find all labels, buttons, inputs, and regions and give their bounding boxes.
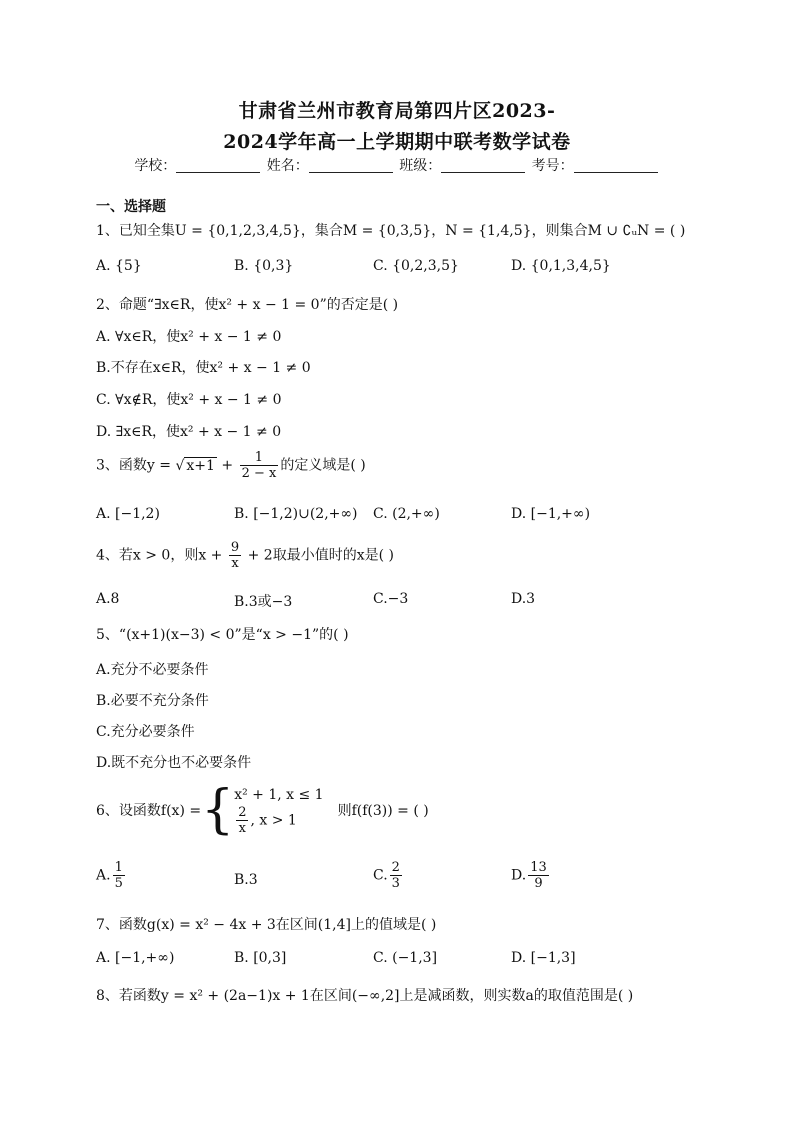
exam-title-line2: 2024学年高一上学期期中联考数学试卷: [223, 131, 571, 153]
fraction-numerator: 1: [240, 450, 279, 466]
question-3-option-b[interactable]: B. [−1,2)∪(2,+∞): [234, 506, 358, 522]
fraction-numerator: 13: [530, 860, 547, 875]
option-label: D.: [511, 867, 527, 884]
question-6-stem: [96, 780, 429, 840]
option-label: C.: [373, 867, 388, 884]
fraction-denominator: 9: [534, 876, 543, 891]
question-1-stem: 1、已知全集U = {0,1,2,3,4,5}，集合M = {0,3,5}，N = {1,4,5}，则集合M ∪ ∁ᵤN = ( ): [96, 223, 686, 239]
question-2-option-c[interactable]: C. ∀x∉R，使x² + x − 1 ≠ 0: [96, 392, 282, 408]
fraction-numerator: 2: [391, 860, 400, 875]
class-label: 班级：: [399, 158, 442, 174]
option-label: A.: [96, 867, 111, 884]
question-7-option-b[interactable]: B. [0,3]: [234, 950, 287, 966]
fraction-denominator: 5: [114, 876, 123, 891]
question-1-option-c[interactable]: C. {0,2,3,5}: [373, 258, 459, 274]
question-5-option-b[interactable]: B.必要不充分条件: [96, 693, 209, 709]
question-3-stem-post: 的定义域是( ): [280, 457, 366, 474]
option-fraction: [528, 860, 549, 891]
option-fraction: [113, 860, 125, 891]
fraction-numerator: 9: [230, 540, 240, 555]
section-heading: 一、选择题: [96, 199, 166, 215]
fraction-denominator: 3: [391, 876, 400, 891]
fraction-denominator: x: [231, 556, 239, 571]
question-4-option-d[interactable]: D.3: [511, 591, 536, 607]
question-5-option-a[interactable]: A.充分不必要条件: [96, 662, 209, 678]
case-2-fraction: [236, 805, 248, 836]
question-4-option-c[interactable]: C.−3: [373, 591, 409, 607]
question-6-stem-post: 则f(f(3)) = ( ): [337, 803, 429, 819]
number-label: 考号：: [531, 158, 574, 174]
school-label: 学校：: [134, 158, 177, 174]
question-1-option-a[interactable]: A. {5}: [96, 258, 142, 274]
option-fraction: [390, 860, 402, 891]
plus-sign: +: [216, 457, 238, 474]
question-7-option-d[interactable]: D. [−1,3]: [511, 950, 576, 966]
question-2-option-d[interactable]: D. ∃x∈R，使x² + x − 1 ≠ 0: [96, 424, 282, 440]
fraction-denominator: 2 − x: [241, 466, 277, 481]
piecewise-cases: [234, 785, 323, 836]
question-4-option-b[interactable]: B.3或−3: [234, 594, 293, 610]
question-4-stem-post: + 2取最小值时的x是( ): [243, 547, 394, 564]
question-2-option-b[interactable]: B.不存在x∈R，使x² + x − 1 ≠ 0: [96, 360, 311, 376]
question-3-stem-pre: 3、函数y =: [96, 457, 176, 474]
option-label: B.3: [234, 872, 258, 888]
fraction-denominator: x: [238, 820, 246, 836]
question-2-option-a[interactable]: A. ∀x∈R，使x² + x − 1 ≠ 0: [96, 329, 282, 345]
question-4-stem-pre: 4、若x > 0，则x +: [96, 547, 227, 564]
piecewise-case-2: [234, 805, 323, 836]
student-info-row: [0, 155, 794, 175]
question-4-stem: [96, 540, 394, 571]
sqrt-radicand: x+1: [186, 457, 215, 474]
fraction-numerator: 1: [114, 860, 123, 875]
class-blank[interactable]: [441, 158, 525, 173]
exam-title-line1: 甘肃省兰州市教育局第四片区2023-: [238, 100, 556, 122]
school-blank[interactable]: [176, 158, 260, 173]
question-6-option-c[interactable]: [373, 860, 404, 891]
question-5-option-c[interactable]: C.充分必要条件: [96, 724, 195, 740]
fraction-numerator: 2: [238, 804, 247, 820]
case-2-condition: , x > 1: [250, 812, 297, 828]
question-1-option-d[interactable]: D. {0,1,3,4,5}: [511, 258, 611, 274]
question-7-option-c[interactable]: C. (−1,3]: [373, 950, 438, 966]
question-7-option-a[interactable]: A. [−1,+∞): [96, 950, 175, 966]
question-5-stem: 5、“(x+1)(x−3) < 0”是“x > −1”的( ): [96, 627, 349, 643]
piecewise-case-1: x² + 1, x ≤ 1: [234, 786, 324, 803]
question-3-fraction: [240, 450, 279, 481]
piecewise-brace: {: [201, 780, 235, 840]
question-6-option-b[interactable]: [234, 872, 258, 888]
question-2-stem: 2、命题“∃x∈R，使x² + x − 1 = 0”的否定是( ): [96, 297, 399, 313]
question-4-fraction: [229, 540, 241, 571]
question-5-option-d[interactable]: D.既不充分也不必要条件: [96, 755, 252, 771]
question-3-option-d[interactable]: D. [−1,+∞): [511, 506, 591, 522]
question-1-option-b[interactable]: B. {0,3}: [234, 258, 294, 274]
question-8-stem: 8、若函数y = x² + (2a−1)x + 1在区间(−∞,2]上是减函数，则实数a的取值范围是( ): [96, 988, 634, 1004]
question-3-stem: [96, 450, 366, 481]
question-7-stem: 7、函数g(x) = x² − 4x + 3在区间(1,4]上的值域是( ): [96, 917, 437, 933]
name-label: 姓名：: [266, 158, 309, 174]
number-blank[interactable]: [574, 158, 658, 173]
question-6-stem-pre: 6、设函数f(x) =: [96, 803, 202, 819]
question-3-option-a[interactable]: A. [−1,2): [96, 506, 160, 522]
sqrt-expression: √ x+1: [175, 457, 215, 474]
question-4-option-a[interactable]: A.8: [96, 591, 120, 607]
question-6-option-d[interactable]: [511, 860, 551, 891]
name-blank[interactable]: [309, 158, 393, 173]
question-6-option-a[interactable]: [96, 860, 127, 891]
question-3-option-c[interactable]: C. (2,+∞): [373, 506, 440, 522]
